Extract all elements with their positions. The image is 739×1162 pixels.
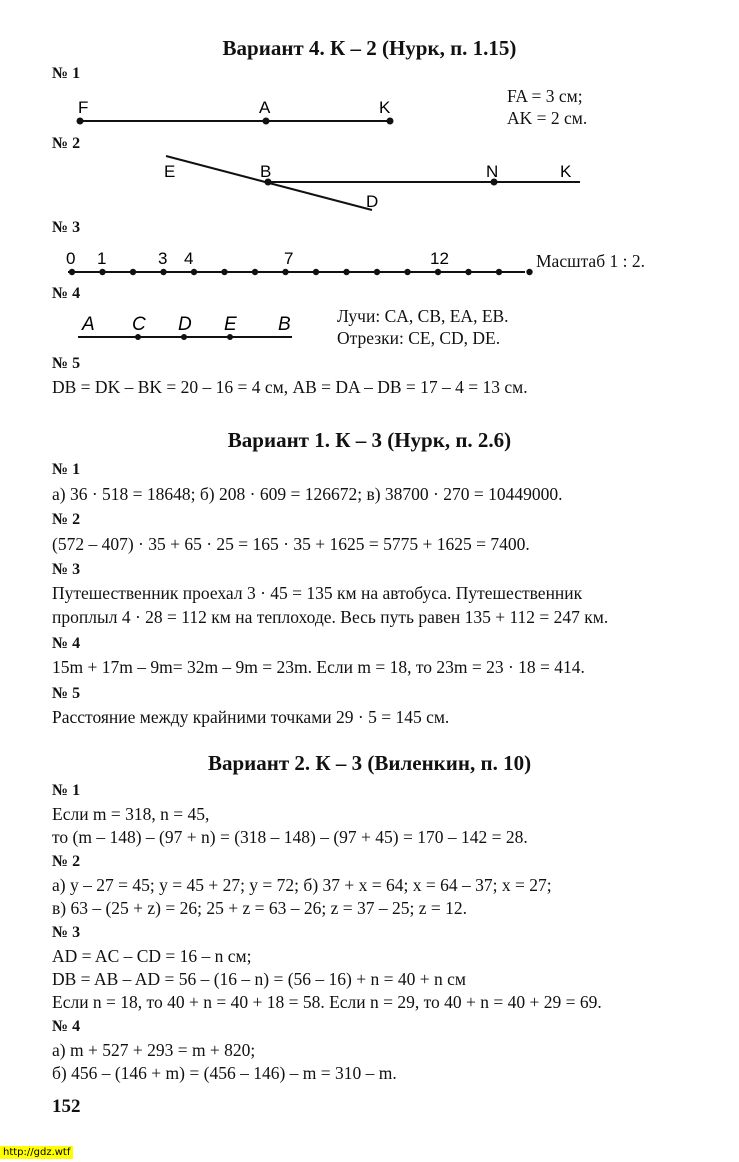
number-line-point [99, 269, 105, 275]
number-line-point [496, 269, 502, 275]
number-line-point [130, 269, 136, 275]
lines-figure-2 [164, 156, 580, 211]
problem-number: № 4 [52, 635, 81, 652]
solution-line: б) 456 – (146 + m) = (456 – 146) – m = 310 – m. [52, 1063, 397, 1083]
number-line-point [221, 269, 227, 275]
problem-number: № 1 [52, 65, 81, 82]
problem-number: № 3 [52, 924, 81, 941]
page-number: 152 [52, 1096, 81, 1117]
watermark-link[interactable]: http://gdz.wtf [0, 1146, 73, 1159]
point-label-b: B [278, 314, 291, 335]
segment-figure-1 [77, 98, 394, 125]
tick-label: 7 [284, 249, 294, 268]
number-line-point [526, 269, 532, 275]
number-line-figure-3 [66, 249, 533, 275]
solution-line: а) y – 27 = 45; y = 45 + 27; y = 72; б) 37 + x = 64; x = 64 – 37; x = 27; [52, 875, 552, 895]
tick-label: 3 [158, 249, 168, 268]
solution-line: DB = DK – BK = 20 – 16 = 4 см, AB = DA – DB = 17 – 4 = 13 см. [52, 377, 528, 397]
line-figure-4 [78, 314, 292, 340]
number-line-point [252, 269, 258, 275]
point-label-k: K [379, 98, 391, 117]
number-line-point [160, 269, 166, 275]
point-label-b: B [260, 162, 272, 181]
number-line-point [435, 269, 441, 275]
problem-number: № 1 [52, 461, 81, 478]
point-label-a: A [82, 314, 95, 335]
solution-line: Если n = 18, то 40 + n = 40 + 18 = 58. Если n = 29, то 40 + n = 40 + 29 = 69. [52, 992, 602, 1012]
segment-length-text: FA = 3 см; [507, 86, 583, 106]
problem-number: № 2 [52, 135, 81, 152]
tick-label: 0 [66, 249, 76, 268]
number-line-point [465, 269, 471, 275]
rays-text: Лучи: CA, CB, EA, EB. [337, 306, 509, 326]
solution-line: 15m + 17m – 9m= 32m – 9m = 23m. Если m = 18, то 23m = 23 · 18 = 414. [52, 657, 585, 677]
solution-line: то (m – 148) – (97 + n) = (318 – 148) – (97 + 45) = 170 – 142 = 28. [52, 827, 528, 847]
point-label-d: D [366, 192, 379, 211]
solution-line: а) 36 · 518 = 18648; б) 208 · 609 = 126672; в) 38700 · 270 = 10449000. [52, 484, 563, 504]
point-label-c: C [132, 314, 146, 335]
solution-line: проплыл 4 · 28 = 112 км на теплоходе. Весь путь равен 135 + 112 = 247 км. [52, 607, 609, 627]
solution-line: DB = AB – AD = 56 – (16 – n) = (56 – 16) + n = 40 + n см [52, 969, 466, 989]
scale-text: Масштаб 1 : 2. [536, 251, 645, 271]
segments-text: Отрезки: CE, CD, DE. [337, 328, 501, 348]
geometry-figures [0, 0, 739, 380]
number-line-point [313, 269, 319, 275]
problem-number: № 5 [52, 685, 81, 702]
tick-label: 1 [97, 249, 107, 268]
problem-number: № 2 [52, 511, 81, 528]
solution-line: Путешественник проехал 3 · 45 = 135 км на автобуса. Путешественник [52, 583, 583, 603]
number-line-point [404, 269, 410, 275]
solution-line: в) 63 – (25 + z) = 26; 25 + z = 63 – 26; z = 37 – 25; z = 12. [52, 898, 467, 918]
tick-label: 12 [430, 249, 449, 268]
problem-number: № 3 [52, 561, 81, 578]
tick-label: 4 [184, 249, 194, 268]
point-label-a: A [259, 98, 271, 117]
number-line-point [282, 269, 288, 275]
point-label-k: K [560, 162, 572, 181]
solution-line: Если m = 318, n = 45, [52, 804, 210, 824]
segment-length-text: AK = 2 см. [507, 108, 588, 128]
problem-number: № 2 [52, 853, 81, 870]
section-heading-2: Вариант 1. К – 3 (Нурк, п. 2.6) [227, 428, 512, 452]
point-label-e: E [224, 314, 237, 335]
number-line-point [343, 269, 349, 275]
problem-number: № 4 [52, 1018, 81, 1035]
number-line-point [191, 269, 197, 275]
solution-line: а) m + 527 + 293 = m + 820; [52, 1040, 256, 1060]
number-line-point [374, 269, 380, 275]
point-label-e: E [164, 162, 176, 181]
solution-line: AD = AC – CD = 16 – n см; [52, 946, 252, 966]
problem-number: № 3 [52, 219, 81, 236]
point-label-n: N [486, 162, 499, 181]
problem-number: № 1 [52, 782, 81, 799]
problem-number: № 5 [52, 355, 81, 372]
point-label-f: F [78, 98, 89, 117]
number-line-point [69, 269, 75, 275]
problem-number: № 4 [52, 285, 81, 302]
section-heading-3: Вариант 2. К – 3 (Виленкин, п. 10) [207, 751, 532, 775]
point-label-d: D [178, 314, 192, 335]
section-heading-1: Вариант 4. К – 2 (Нурк, п. 1.15) [222, 36, 517, 60]
solution-line: Расстояние между крайними точками 29 · 5 = 145 см. [52, 707, 450, 727]
solution-line: (572 – 407) · 35 + 65 · 25 = 165 · 35 + 1625 = 5775 + 1625 = 7400. [52, 534, 530, 554]
